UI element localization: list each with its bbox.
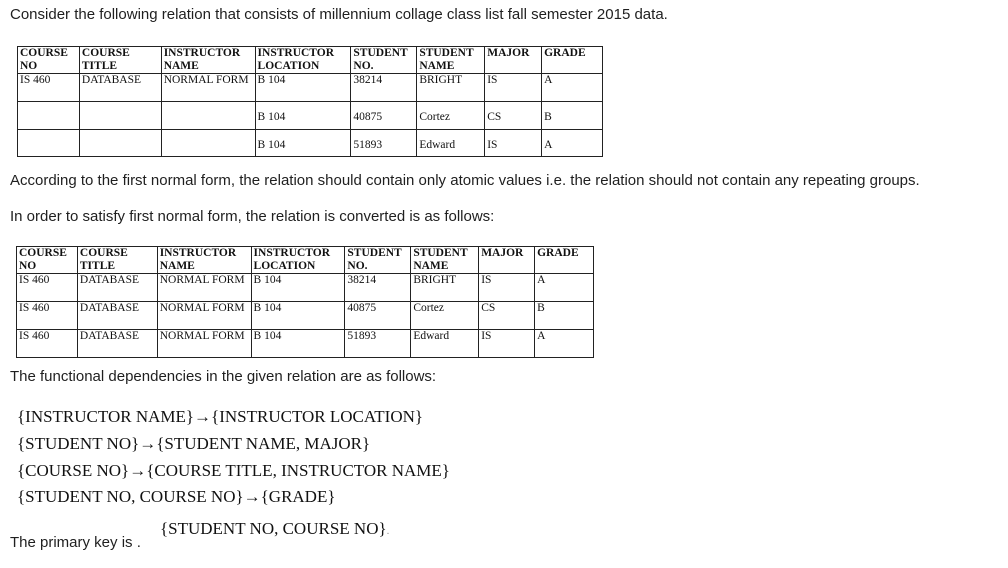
column-header-line: STUDENT	[419, 47, 474, 59]
table-cell: Cortez	[411, 302, 479, 330]
column-header-line: NAME	[163, 60, 199, 72]
column-header	[157, 247, 251, 274]
table-header-row	[17, 247, 594, 274]
table-cell	[161, 130, 255, 157]
table-cell: 51893	[345, 330, 411, 358]
table-cell: Edward	[417, 130, 485, 157]
table-cell: IS 460	[18, 74, 80, 102]
table-cell: IS 460	[17, 330, 78, 358]
column-header-line: TITLE	[79, 260, 116, 272]
table-cell: 51893	[351, 130, 417, 157]
table-cell: Edward	[411, 330, 479, 358]
column-header	[77, 247, 157, 274]
table-row	[18, 74, 603, 102]
column-header	[79, 47, 161, 74]
column-header	[161, 47, 255, 74]
table-cell: IS	[479, 274, 535, 302]
table-cell: IS 460	[17, 274, 78, 302]
column-header-line: NAME	[159, 260, 195, 272]
table-cell	[161, 102, 255, 130]
table-cell: A	[542, 74, 603, 102]
column-header-line: GRADE	[537, 247, 579, 259]
column-header-line: INSTRUCTOR	[163, 47, 241, 59]
table-cell: IS	[479, 330, 535, 358]
column-header	[542, 47, 603, 74]
primary-key-set: {STUDENT NO, COURSE NO}	[160, 519, 387, 538]
table-row	[18, 130, 603, 157]
column-header-line: GRADE	[544, 47, 586, 59]
column-header-line: STUDENT	[413, 247, 468, 259]
table-cell: CS	[485, 102, 542, 130]
table-cell	[79, 130, 161, 157]
column-header-line: COURSE	[20, 47, 68, 59]
column-header	[411, 247, 479, 274]
column-header-line: NO	[20, 60, 38, 72]
functional-dependency: {STUDENT NO, COURSE NO}→{GRADE}	[17, 487, 336, 506]
column-header-line: INSTRUCTOR	[257, 47, 335, 59]
column-header-line: LOCATION	[253, 260, 316, 272]
table-cell: 40875	[351, 102, 417, 130]
column-header	[255, 47, 351, 74]
column-header-line: TITLE	[81, 60, 118, 72]
table-cell: NORMAL FORM	[157, 274, 251, 302]
column-header	[251, 247, 345, 274]
column-header-line: MAJOR	[481, 247, 524, 259]
table-cell: DATABASE	[77, 274, 157, 302]
table-cell: IS	[485, 74, 542, 102]
table-cell: 38214	[345, 274, 411, 302]
table-row	[17, 330, 594, 358]
table-cell: 38214	[351, 74, 417, 102]
table-cell: A	[542, 130, 603, 157]
table-cell	[18, 130, 80, 157]
column-header	[351, 47, 417, 74]
column-header-line: STUDENT	[353, 47, 408, 59]
table-cell: NORMAL FORM	[161, 74, 255, 102]
table-cell: BRIGHT	[411, 274, 479, 302]
column-header-line: STUDENT	[347, 247, 402, 259]
functional-dependency: {COURSE NO}→{COURSE TITLE, INSTRUCTOR NAME}	[17, 461, 450, 480]
column-header-line: NAME	[419, 60, 455, 72]
column-header-line: COURSE	[79, 247, 128, 259]
column-header-line: NO	[19, 260, 37, 272]
conversion-text: In order to satisfy first normal form, the relation is converted is as follows:	[10, 208, 495, 225]
column-header-line: COURSE	[19, 247, 67, 259]
column-header	[479, 247, 535, 274]
table-cell: 40875	[345, 302, 411, 330]
primary-key-dot: .	[386, 525, 390, 537]
table-cell: B 104	[251, 274, 345, 302]
table-cell: B	[542, 102, 603, 130]
first-normal-form-text: According to the first normal form, the relation should contain only atomic values i.e. the relation should not contain any repeating groups.	[10, 172, 920, 189]
table-cell: A	[535, 330, 594, 358]
relation-table-unnormalized	[17, 46, 603, 157]
column-header	[535, 247, 594, 274]
column-header	[17, 247, 78, 274]
column-header-line: COURSE	[81, 47, 130, 59]
functional-dependencies-text: The functional dependencies in the given relation are as follows:	[10, 368, 437, 385]
column-header-line: NAME	[413, 260, 449, 272]
primary-key-label: The primary key is .	[10, 534, 141, 551]
table-cell: B 104	[251, 330, 345, 358]
table-cell: B 104	[255, 130, 351, 157]
table-cell: DATABASE	[77, 330, 157, 358]
column-header-line: NO.	[353, 60, 374, 72]
table-cell: Cortez	[417, 102, 485, 130]
table-cell	[79, 102, 161, 130]
column-header-line: INSTRUCTOR	[253, 247, 331, 259]
column-header-line: MAJOR	[487, 47, 530, 59]
table-cell: B 104	[251, 302, 345, 330]
column-header	[417, 47, 485, 74]
table-cell	[18, 102, 80, 130]
table-cell: DATABASE	[79, 74, 161, 102]
table-cell: NORMAL FORM	[157, 330, 251, 358]
column-header-line: NO.	[347, 260, 368, 272]
table-cell: NORMAL FORM	[157, 302, 251, 330]
column-header	[18, 47, 80, 74]
table-row	[18, 102, 603, 130]
functional-dependency: {STUDENT NO}→{STUDENT NAME, MAJOR}	[17, 434, 371, 453]
table-cell: BRIGHT	[417, 74, 485, 102]
relation-table-1nf	[16, 246, 594, 358]
table-cell: B 104	[255, 74, 351, 102]
table-cell: A	[535, 274, 594, 302]
table-cell: CS	[479, 302, 535, 330]
column-header-line: INSTRUCTOR	[159, 247, 237, 259]
table-cell: IS	[485, 130, 542, 157]
column-header	[485, 47, 542, 74]
table-header-row	[18, 47, 603, 74]
table-row	[17, 302, 594, 330]
table-cell: B	[535, 302, 594, 330]
column-header	[345, 247, 411, 274]
functional-dependency: {INSTRUCTOR NAME}→{INSTRUCTOR LOCATION}	[17, 407, 424, 426]
intro-text: Consider the following relation that consists of millennium collage class list fall semester 2015 data.	[10, 6, 668, 23]
table-cell: IS 460	[17, 302, 78, 330]
table-row	[17, 274, 594, 302]
table-cell: B 104	[255, 102, 351, 130]
column-header-line: LOCATION	[257, 60, 320, 72]
primary-key-value	[160, 519, 389, 539]
table-cell: DATABASE	[77, 302, 157, 330]
